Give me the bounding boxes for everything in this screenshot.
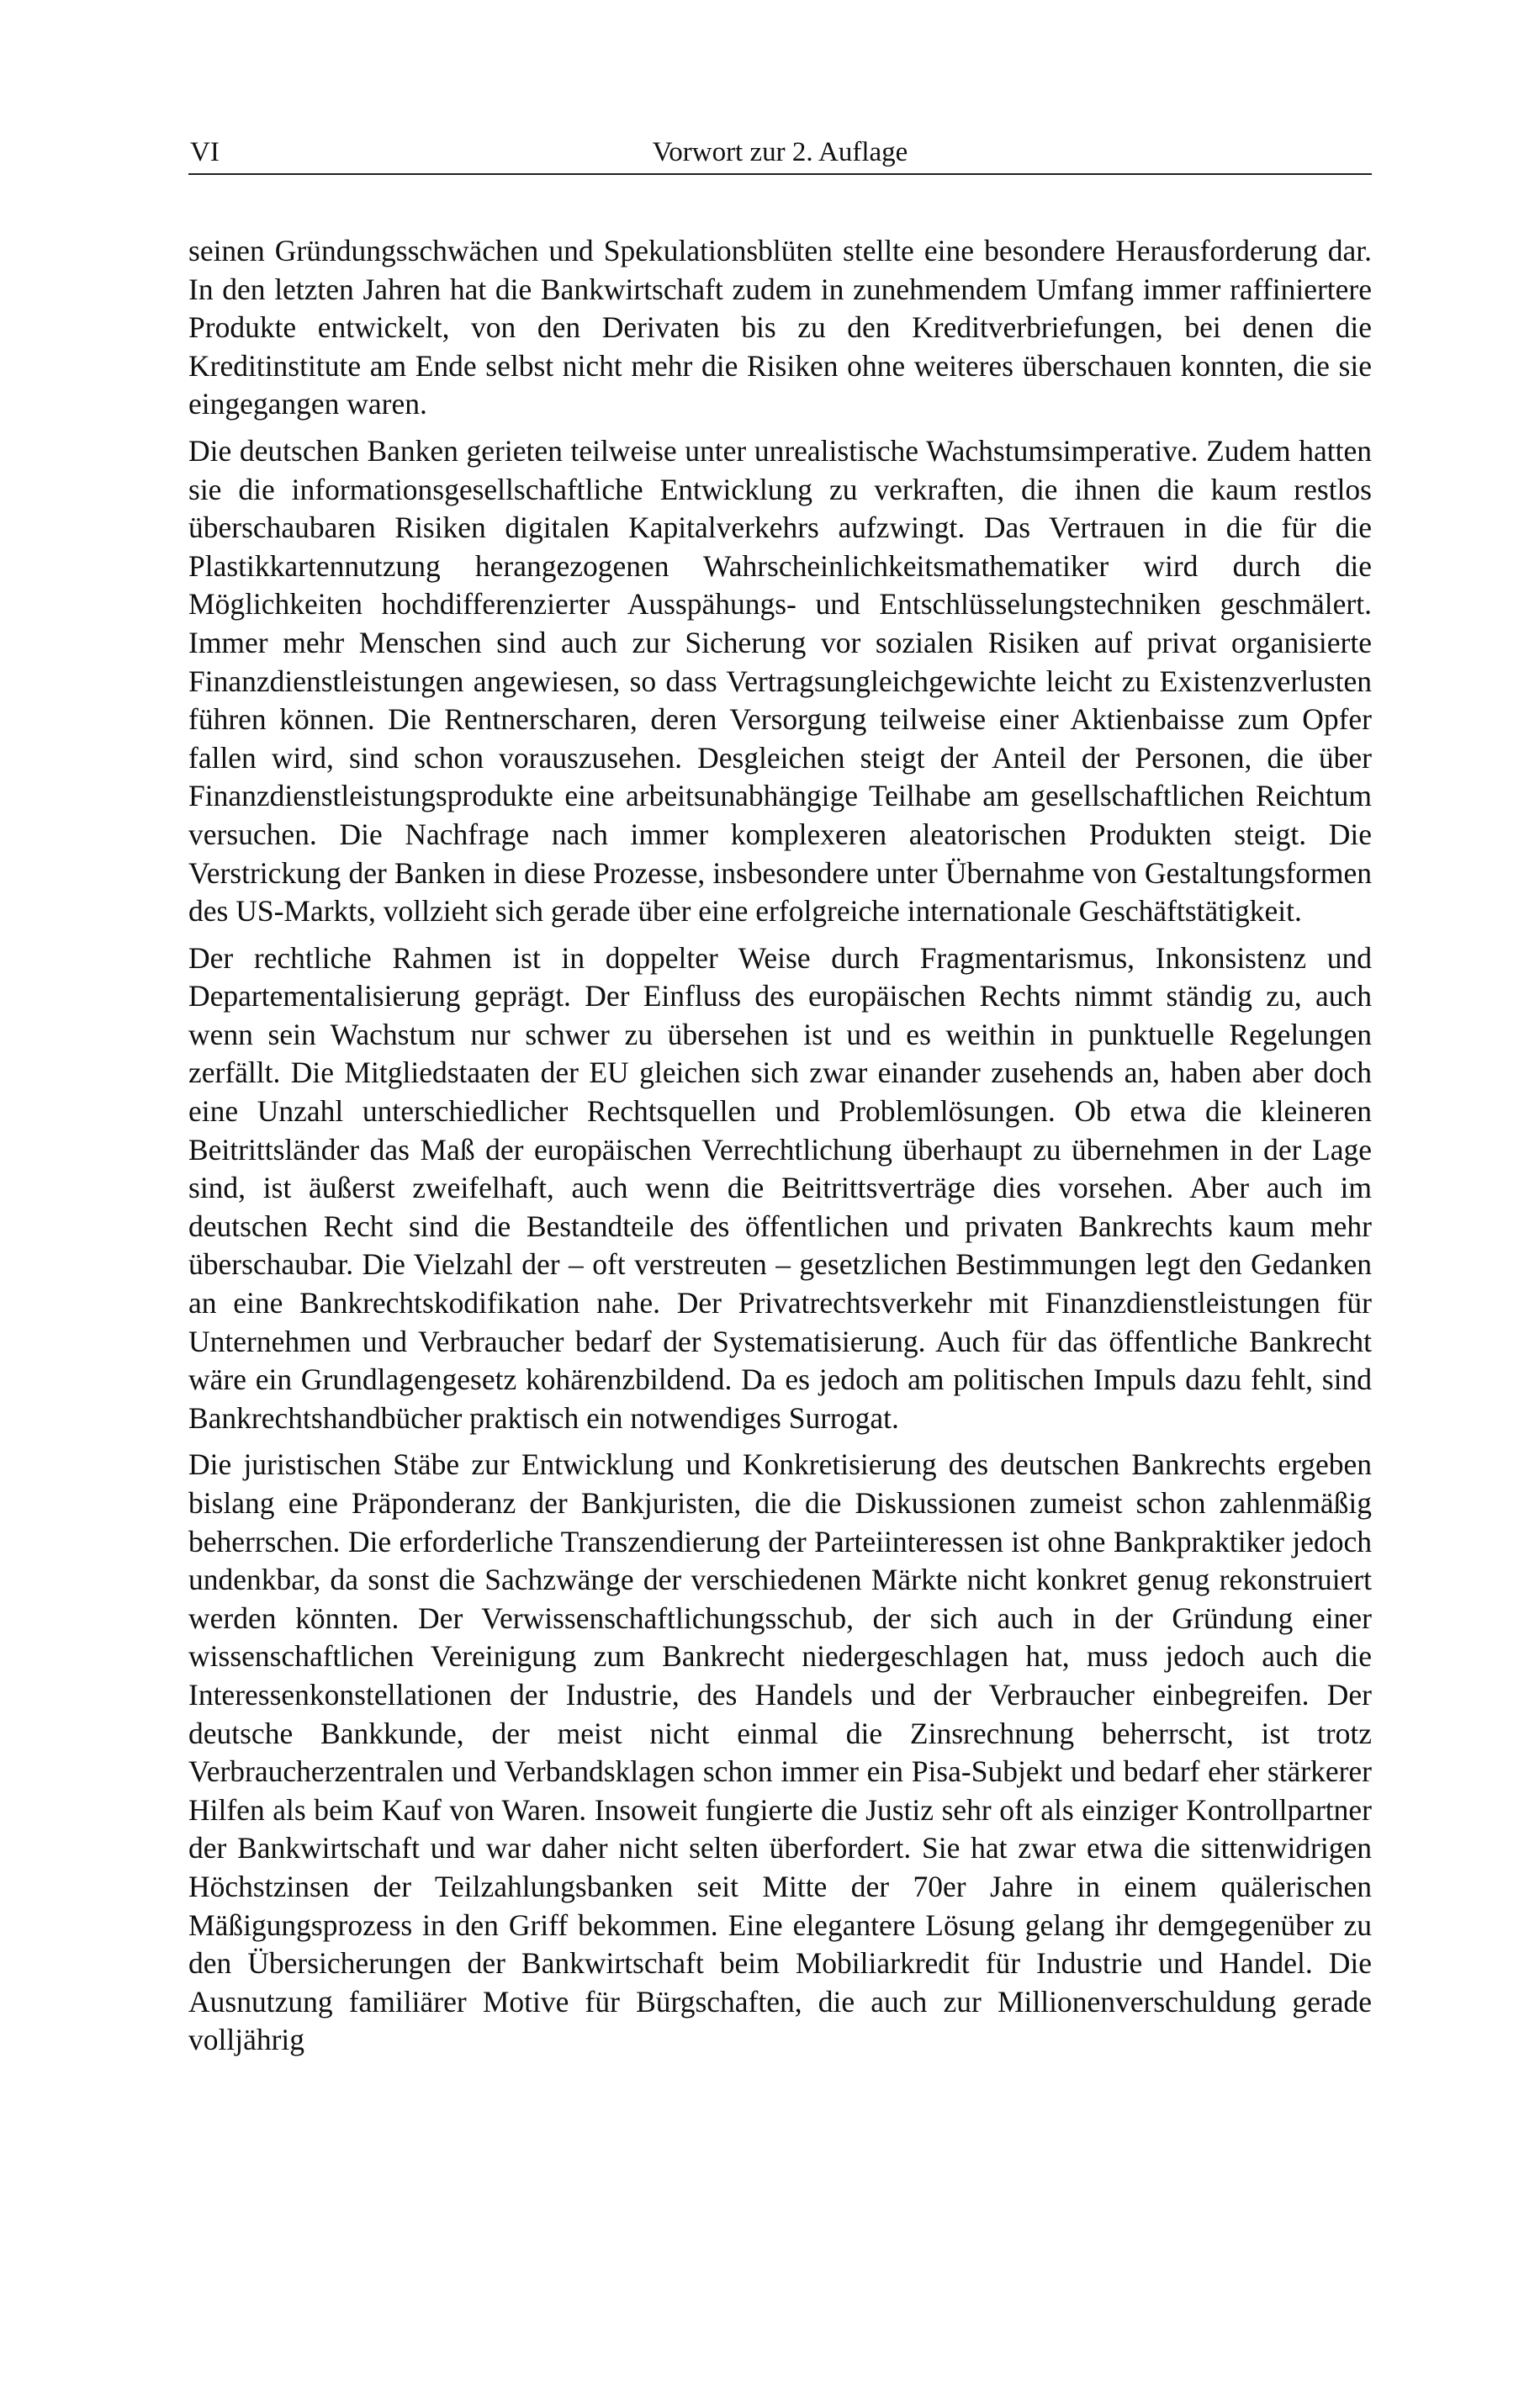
body-text: [188, 232, 1372, 2068]
page-number: VI: [190, 137, 220, 167]
book-page: [188, 0, 1372, 2397]
running-title: Vorwort zur 2. Auflage: [652, 137, 908, 167]
paragraph-legal-staff: Die juristischen Stäbe zur Entwicklung und Konkretisierung des deutschen Bankrechts ergeben bislang eine Präponderanz der Bankjuristen, die die Diskussionen zumeist schon zahlenmäßig beherrschen. Die erforderliche Transzendierung der Parteiinteressen ist ohne Bankpraktiker jedoch undenkbar, da sonst die Sachzwänge der verschiedenen Märkte nicht konkret genug rekonstruiert werden könnten. Der Verwissenschaftlichungsschub, der sich auch in der Gründung einer wissenschaftlichen Vereinigung zum Bankrecht niedergeschlagen hat, muss jedoch auch die Interessenkonstellationen der Industrie, des Handels und der Verbraucher einbegreifen. Der deutsche Bankkunde, der meist nicht einmal die Zinsrechnung beherrscht, ist trotz Verbraucherzentralen und Verbandsklagen schon immer ein Pisa-Subjekt und bedarf eher stärkerer Hilfen als beim Kauf von Waren. Insoweit fungierte die Justiz sehr oft als einziger Kontrollpartner der Bankwirtschaft und war daher nicht selten überfordert. Sie hat zwar etwa die sittenwidrigen Höchstzinsen der Teilzahlungsbanken seit Mitte der 70er Jahre in einem quälerischen Mäßigungsprozess in den Griff bekommen. Eine elegantere Lösung gelang ihr demgegenüber zu den Übersicherungen der Bankwirtschaft beim Mobiliarkredit für Industrie und Handel. Die Ausnutzung familiärer Motive für Bürgschaften, die auch zur Millionenverschuldung gerade volljährig: [188, 1447, 1372, 2057]
paragraph-banks-growth: Die deutschen Banken gerieten teilweise unter unrealistische Wachstumsimperative. Zudem hatten sie die informationsgesellschaftliche Entwicklung zu verkraften, die ihnen die kaum restlos überschaubaren Risiken digitalen Kapitalverkehrs aufzwingt. Das Vertrauen in die für die Plastikkartennutzung herangezogenen Wahrscheinlichkeitsmathematiker wird durch die Möglichkeiten hochdifferenzierter Ausspähungs- und Entschlüsselungstechniken geschmälert. Immer mehr Menschen sind auch zur Sicherung vor sozialen Risiken auf privat organisierte Finanzdienstleistungen angewiesen, so dass Vertragsungleichgewichte leicht zu Existenzverlusten führen können. Die Rentnerscharen, deren Versorgung teilweise einer Aktienbaisse zum Opfer fallen wird, sind schon vorauszusehen. Desgleichen steigt der Anteil der Personen, die über Finanzdienstleistungsprodukte eine arbeitsunabhängige Teilhabe am gesellschaftlichen Reichtum versuchen. Die Nachfrage nach immer komplexeren aleatorischen Produkten steigt. Die Verstrickung der Banken in diese Prozesse, insbesondere unter Übernahme von Gestaltungsformen des US-Markts, vollzieht sich gerade über eine erfolgreiche internationale Geschäftstätigkeit.: [188, 433, 1372, 929]
paragraph-continued: seinen Gründungsschwächen und Spekulationsblüten stellte eine besondere Herausforderung dar. In den letzten Jahren hat die Bankwirtschaft zudem in zunehmendem Umfang immer raffiniertere Produkte entwickelt, von den Derivaten bis zu den Kreditverbriefungen, bei denen die Kreditinstitute am Ende selbst nicht mehr die Risiken ohne weiteres überschauen konnten, die sie eingegangen waren.: [188, 234, 1372, 421]
paragraph-legal-framework: Der rechtliche Rahmen ist in doppelter Weise durch Fragmentarismus, Inkonsistenz und Departementalisierung geprägt. Der Einfluss des europäischen Rechts nimmt ständig zu, auch wenn sein Wachstum nur schwer zu übersehen ist und es weithin in punktuelle Regelungen zerfällt. Die Mitgliedstaaten der EU gleichen sich zwar einander zusehends an, haben aber doch eine Unzahl unterschiedlicher Rechtsquellen und Problemlösungen. Ob etwa die kleineren Beitrittsländer das Maß der europäischen Verrechtlichung überhaupt zu übernehmen in der Lage sind, ist äußerst zweifelhaft, auch wenn die Beitrittsverträge dies vorsehen. Aber auch im deutschen Recht sind die Bestandteile des öffentlichen und privaten Bankrechts kaum mehr überschaubar. Die Vielzahl der – oft verstreuten – gesetzlichen Bestimmungen legt den Gedanken an eine Bankrechtskodifikation nahe. Der Privatrechtsverkehr mit Finanzdienstleistungen für Unternehmen und Verbraucher bedarf der Systematisierung. Auch für das öffentliche Bankrecht wäre ein Grundlagengesetz kohärenzbildend. Da es jedoch am politischen Impuls dazu fehlt, sind Bankrechtshandbücher praktisch ein notwendiges Surrogat.: [188, 940, 1372, 1435]
running-head: [188, 133, 1372, 175]
